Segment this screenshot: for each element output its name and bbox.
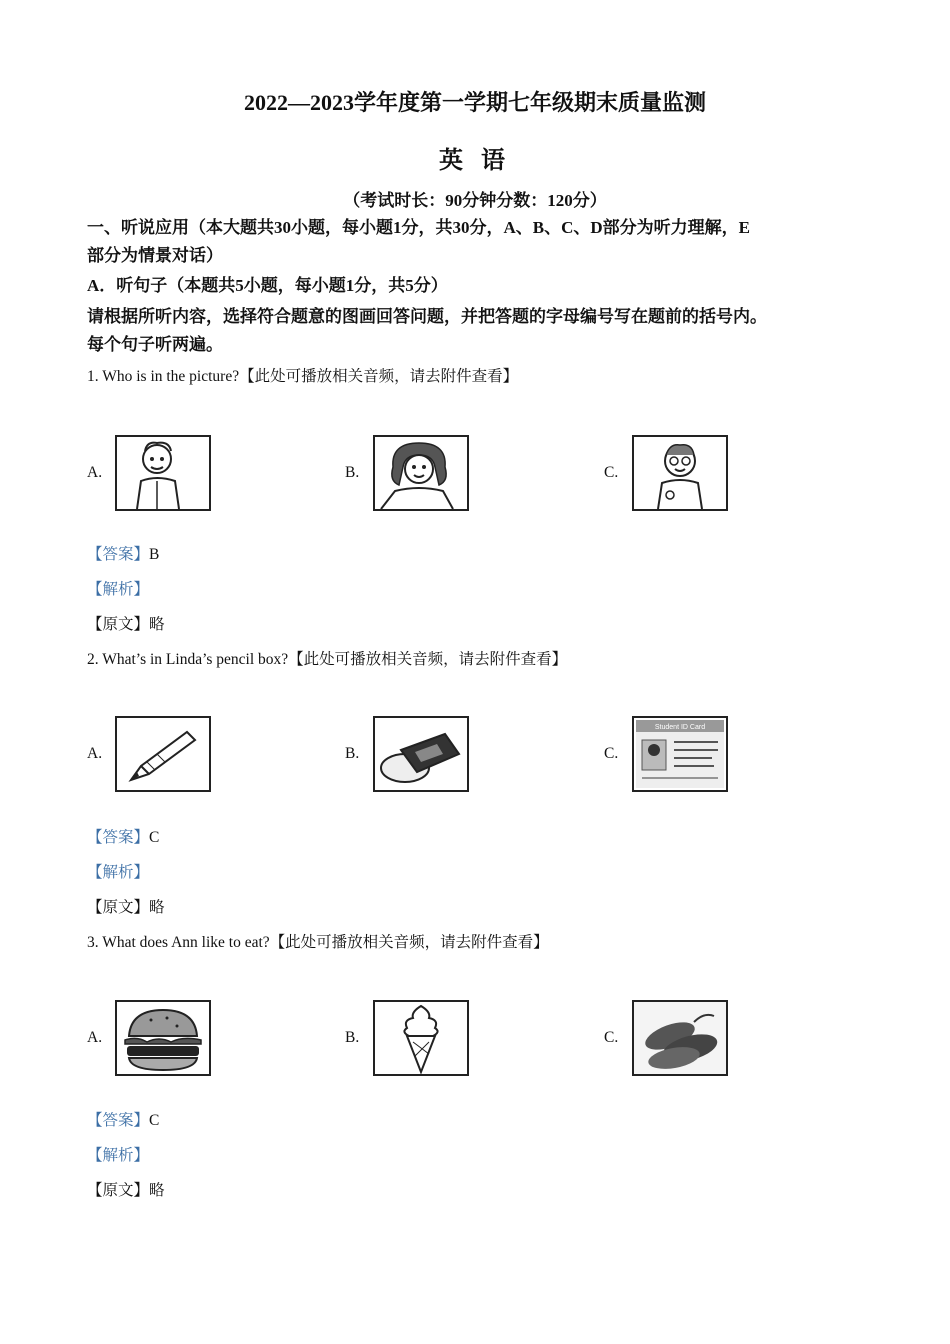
option-label: C. [604, 464, 619, 481]
grandma-icon [632, 435, 728, 511]
original-tag: 【原文】 [87, 1182, 150, 1199]
question-1-analysis: 【解析】 [87, 581, 150, 598]
exam-info: （考试时长：90分钟分数：120分） [343, 191, 607, 210]
question-2-text: 2. What’s in Linda’s pencil box?【此处可播放相关音频，请去附件查看】 [87, 651, 568, 668]
question-3-option-a[interactable] [87, 1000, 211, 1076]
id-card-icon [632, 716, 728, 792]
question-2-option-b[interactable] [345, 716, 469, 792]
question-1-answer [87, 542, 159, 564]
option-label: B. [345, 1029, 360, 1046]
eraser-icon [373, 716, 469, 792]
hamburger-icon [115, 1000, 211, 1076]
question-2-option-c[interactable] [604, 716, 728, 792]
option-label: C. [604, 1029, 619, 1046]
question-2-answer [87, 825, 159, 847]
question-1-option-b[interactable] [345, 435, 469, 511]
question-2-option-a[interactable] [87, 716, 211, 792]
original-tag: 【原文】 [87, 899, 150, 916]
question-2-analysis: 【解析】 [87, 864, 150, 881]
question-2-original [87, 895, 165, 917]
original-value: 略 [149, 616, 165, 633]
original-value: 略 [149, 899, 165, 916]
option-label: A. [87, 1029, 103, 1046]
answer-tag: 【答案】 [87, 829, 150, 846]
carrots-icon [632, 1000, 728, 1076]
question-3-option-c[interactable] [604, 1000, 728, 1076]
option-label: B. [345, 464, 360, 481]
answer-value: B [149, 546, 160, 563]
ice-cream-icon [373, 1000, 469, 1076]
question-1-original [87, 612, 165, 634]
original-tag: 【原文】 [87, 616, 150, 633]
old-man-icon [115, 435, 211, 511]
question-3-option-b[interactable] [345, 1000, 469, 1076]
question-1-option-a[interactable] [87, 435, 211, 511]
section-heading-line1: 一、听说应用（本大题共30小题，每小题1分，共30分，A、B、C、D部分为听力理解，E [87, 218, 751, 237]
answer-value: C [149, 1112, 160, 1129]
option-label: B. [345, 745, 360, 762]
instruction-line1: 请根据所听内容，选择符合题意的图画回答问题，并把答题的字母编号写在题前的括号内。 [87, 307, 767, 326]
answer-tag: 【答案】 [87, 546, 150, 563]
question-3-analysis: 【解析】 [87, 1147, 150, 1164]
question-3-original [87, 1178, 165, 1200]
instruction-line2: 每个句子听两遍。 [87, 335, 223, 354]
option-label: A. [87, 464, 103, 481]
question-1-option-c[interactable] [604, 435, 728, 511]
option-label: A. [87, 745, 103, 762]
exam-title: 2022—2023学年度第一学期七年级期末质量监测 [243, 90, 706, 115]
girl-icon [373, 435, 469, 511]
option-label: C. [604, 745, 619, 762]
section-heading-line2: 部分为情景对话） [87, 246, 223, 265]
original-value: 略 [149, 1182, 165, 1199]
question-3-answer [87, 1108, 159, 1130]
question-3-text: 3. What does Ann like to eat?【此处可播放相关音频，请去附件查看】 [87, 934, 549, 951]
question-1-text: 1. Who is in the picture?【此处可播放相关音频，请去附件查看】 [87, 368, 519, 385]
part-a-title: A．听句子（本题共5小题，每小题1分，共5分） [87, 276, 448, 295]
pencil-icon [115, 716, 211, 792]
answer-value: C [149, 829, 160, 846]
answer-tag: 【答案】 [87, 1112, 150, 1129]
subject-title: 英 语 [439, 148, 511, 174]
id-card-title: Student ID Card [654, 724, 706, 731]
